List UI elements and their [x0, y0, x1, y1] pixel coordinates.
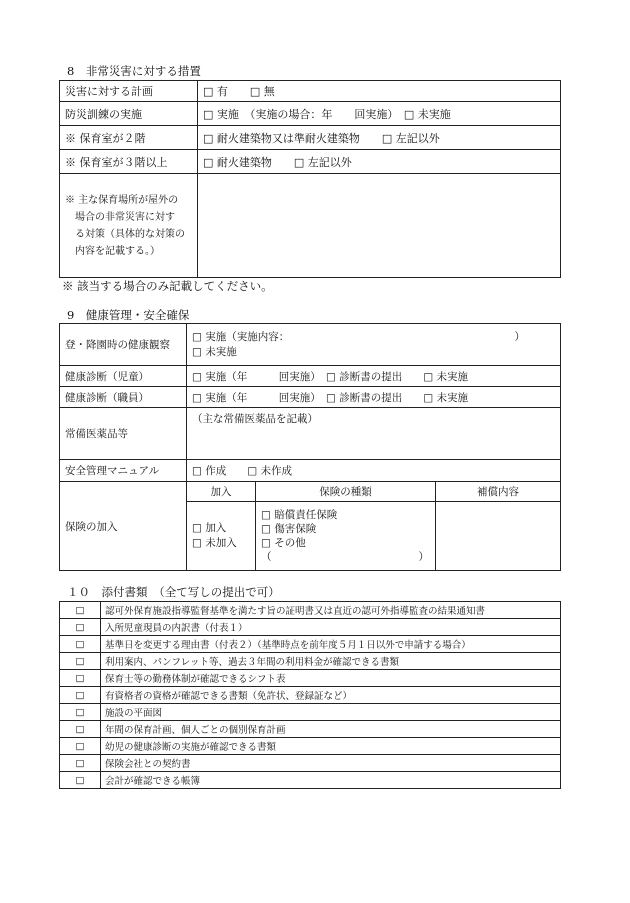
value-child-checkup[interactable]: □ 実施（年 回実施） □ 診断書の提出 □ 未実施 — [187, 366, 561, 387]
attachment-label: 施設の平面図 — [101, 704, 561, 721]
type-other[interactable]: □ その他 — [261, 537, 306, 549]
label-insurance: 保険の加入 — [60, 482, 187, 571]
attachment-row — [60, 738, 561, 755]
label-observe: 登・降園時の健康観察 — [60, 324, 187, 366]
attachment-checkbox[interactable]: □ — [60, 721, 101, 738]
value-manual[interactable]: □ 作成 □ 未作成 — [187, 460, 561, 482]
attachment-checkbox[interactable]: □ — [60, 687, 101, 704]
label-drill: 防災訓練の実施 — [60, 102, 198, 126]
label-outdoor: ※ 主な保育場所が屋外の 場合の非常災害に対す る対策（具体的な対策の 内容を記載する。） — [60, 174, 198, 278]
section-10-heading: １０ 添付書類 （全て写しの提出で可） — [67, 585, 280, 599]
label-disaster-plan: 災害に対する計画 — [60, 81, 198, 102]
section-8-table — [59, 80, 561, 278]
label-child-checkup: 健康診断（児童） — [60, 366, 187, 387]
attachment-checkbox[interactable]: □ — [60, 602, 101, 619]
observe-not-implemented: □ 未実施 — [192, 345, 237, 358]
attachment-checkbox[interactable]: □ — [60, 653, 101, 670]
attachment-label: 保険会社との契約書 — [101, 755, 561, 772]
label-staff-checkup: 健康診断（職員） — [60, 387, 187, 408]
value-drill[interactable]: □ 実施 （実施の場合：年 回実施） □ 未実施 — [198, 102, 561, 126]
attachment-row — [60, 687, 561, 704]
section-9-table — [59, 323, 561, 571]
attachment-label: 認可外保育施設指導監督基準を満たす旨の証明書又は直近の認可外指導監査の結果通知書 — [101, 602, 561, 619]
observe-implemented: □ 実施（実施内容： — [192, 330, 290, 343]
attachment-row — [60, 636, 561, 653]
attachment-label: 有資格者の資格が確認できる書類（免許状、登録証など） — [101, 687, 561, 704]
attachment-checkbox[interactable]: □ — [60, 636, 101, 653]
attachment-checkbox[interactable]: □ — [60, 619, 101, 636]
attachment-checkbox[interactable]: □ — [60, 772, 101, 789]
type-other-detail[interactable]: （ ） — [261, 551, 429, 563]
col-compensation: 補償内容 — [436, 482, 561, 502]
col-join: 加入 — [187, 482, 256, 502]
row-disaster-plan — [60, 81, 561, 102]
join-option-yes[interactable]: □ 加入 — [192, 522, 227, 534]
value-staff-checkup[interactable]: □ 実施（年 回実施） □ 診断書の提出 □ 未実施 — [187, 387, 561, 408]
label-floor2: ※ 保育室が２階 — [60, 126, 198, 150]
attachment-row — [60, 721, 561, 738]
attachment-row — [60, 619, 561, 636]
attachment-label: 幼児の健康診断の実施が確認できる書類 — [101, 738, 561, 755]
label-floor3: ※ 保育室が３階以上 — [60, 150, 198, 174]
attachment-row — [60, 755, 561, 772]
attachment-label: 保育士等の勤務体制が確認できるシフト表 — [101, 670, 561, 687]
attachment-row — [60, 704, 561, 721]
section-8-heading: 8 非常災害に対する措置 — [67, 64, 201, 78]
attachment-row — [60, 653, 561, 670]
value-medicine[interactable]: （主な常備医薬品を記載） — [187, 408, 561, 460]
type-options[interactable] — [256, 502, 436, 571]
type-injury[interactable]: □ 傷害保険 — [261, 523, 317, 535]
observe-line-1 — [192, 330, 555, 345]
row-child-checkup — [60, 366, 561, 387]
col-type: 保険の種類 — [256, 482, 436, 502]
row-observe — [60, 324, 561, 366]
section-10-table — [59, 601, 561, 789]
row-insurance-header — [60, 482, 561, 502]
attachment-row — [60, 602, 561, 619]
attachment-row — [60, 772, 561, 789]
value-floor2[interactable]: □ 耐火建築物又は準耐火建築物 □ 左記以外 — [198, 126, 561, 150]
row-staff-checkup — [60, 387, 561, 408]
section-9-heading: 9 健康管理・安全確保 — [67, 308, 190, 322]
value-floor3[interactable]: □ 耐火建築物 □ 左記以外 — [198, 150, 561, 174]
value-observe[interactable] — [187, 324, 561, 366]
row-manual — [60, 460, 561, 482]
attachment-row — [60, 670, 561, 687]
attachment-checkbox[interactable]: □ — [60, 755, 101, 772]
row-medicine — [60, 408, 561, 460]
label-manual: 安全管理マニュアル — [60, 460, 187, 482]
join-options[interactable] — [187, 502, 256, 571]
label-medicine: 常備医薬品等 — [60, 408, 187, 460]
join-option-no[interactable]: □ 未加入 — [192, 537, 237, 549]
attachment-label: 入所児童現員の内訳書（付表１） — [101, 619, 561, 636]
section-8-note: ※ 該当する場合のみ記載してください。 — [62, 279, 273, 293]
value-disaster-plan[interactable]: □ 有 □ 無 — [198, 81, 561, 102]
attachment-checkbox[interactable]: □ — [60, 704, 101, 721]
attachment-checkbox[interactable]: □ — [60, 670, 101, 687]
row-drill — [60, 102, 561, 126]
row-floor3 — [60, 150, 561, 174]
observe-close-paren: ） — [514, 330, 525, 343]
type-liability[interactable]: □ 賠償責任保険 — [261, 509, 338, 521]
attachment-label: 年間の保育計画、個人ごとの個別保育計画 — [101, 721, 561, 738]
attachment-label: 基準日を変更する理由書（付表２）（基準時点を前年度５月１日以外で申請する場合） — [101, 636, 561, 653]
attachment-label: 会計が確認できる帳簿 — [101, 772, 561, 789]
compensation-content[interactable] — [436, 502, 561, 571]
attachment-label: 利用案内、パンフレット等、過去３年間の利用料金が確認できる書類 — [101, 653, 561, 670]
row-outdoor — [60, 174, 561, 278]
row-floor2 — [60, 126, 561, 150]
value-outdoor[interactable] — [198, 174, 561, 278]
attachment-checkbox[interactable]: □ — [60, 738, 101, 755]
